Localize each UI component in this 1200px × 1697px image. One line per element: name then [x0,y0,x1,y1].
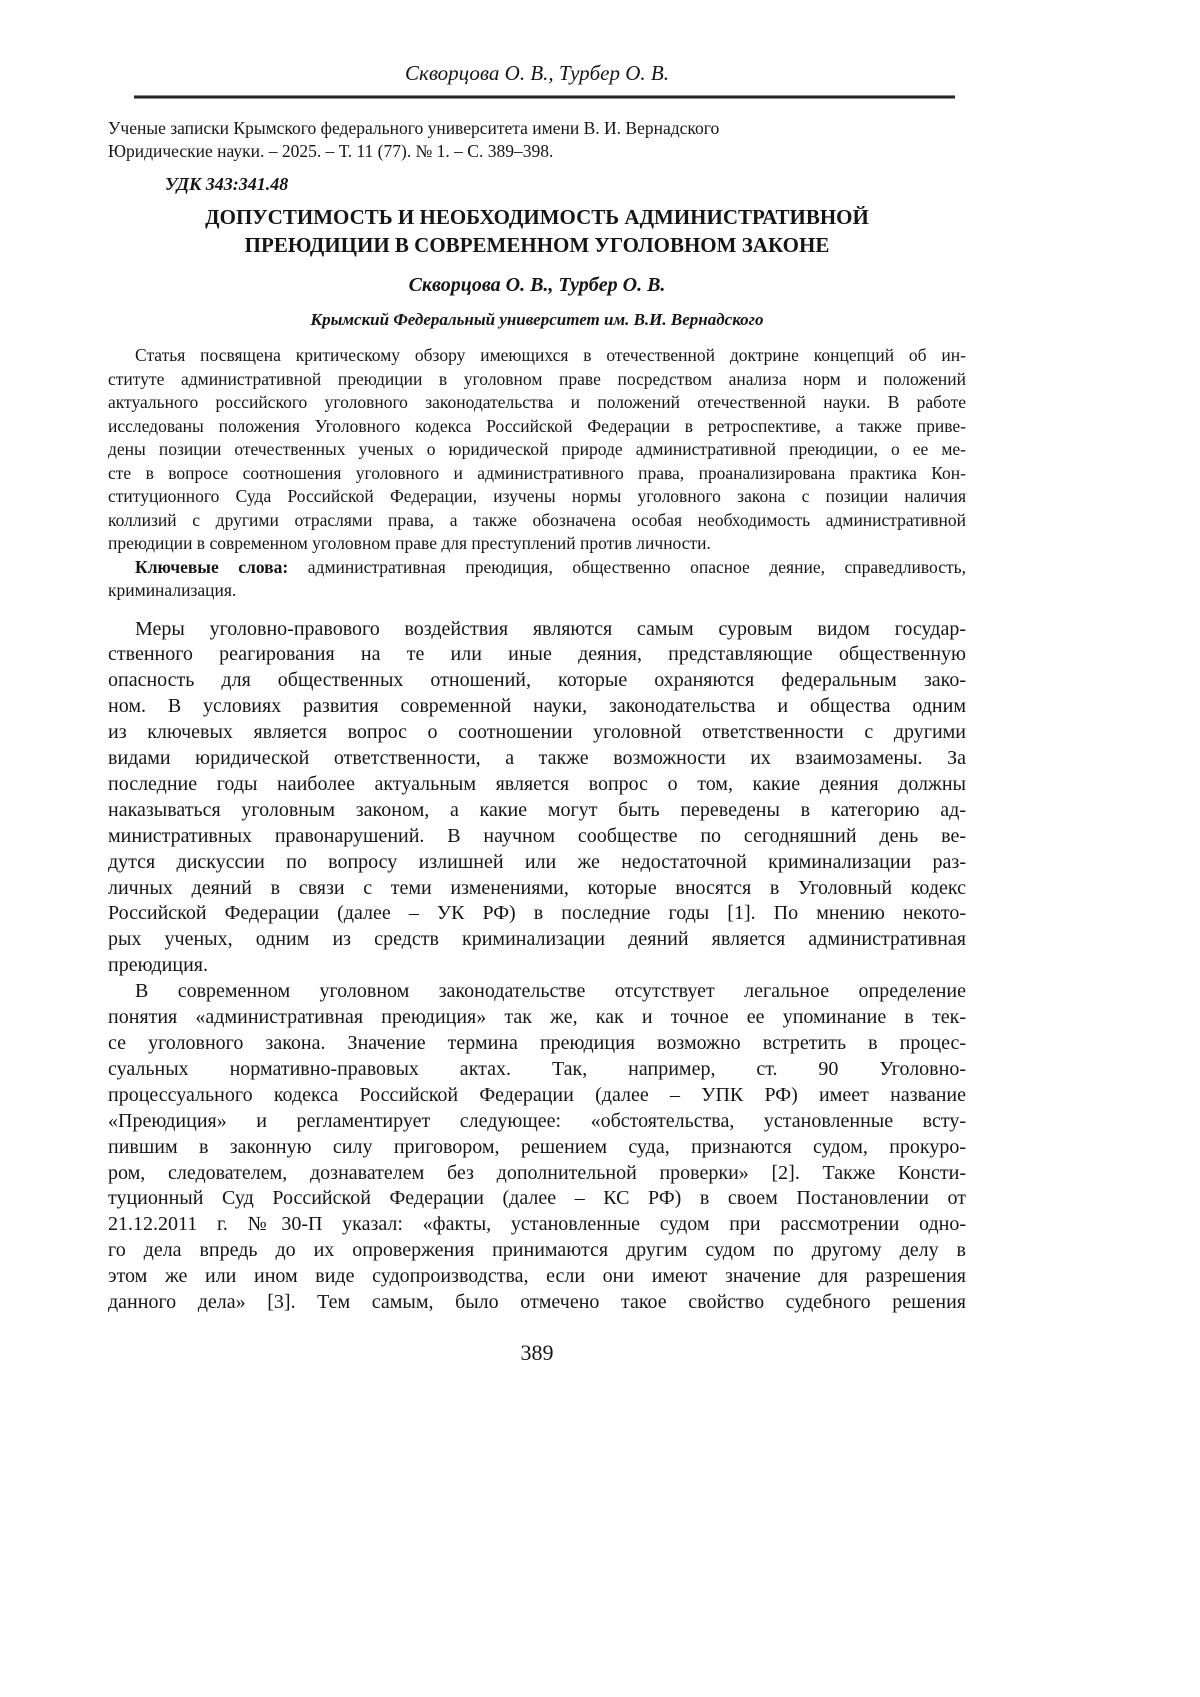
text-line: ром, следователем, дознавателем без дополнительной проверки» [2]. Также Консти- [108,1161,966,1184]
text-line: процессуального кодекса Российской Федерации (далее – УПК РФ) имеет название [108,1083,966,1106]
text-line: го дела впредь до их опровержения принимаются другим судом по другому делу в [108,1239,966,1262]
abstract-lines [108,344,966,556]
text-line: из ключевых является вопрос о соотношении уголовной ответственности с другими [108,721,966,744]
text-line: данного дела» [3]. Тем самым, было отмечено такое свойство судебного решения [108,1291,966,1314]
text-line: министративных правонарушений. В научном сообществе по сегодняшний день ве- [108,824,966,847]
citation-line-1: Ученые записки Крымского федерального университета имени В. И. Вернадского [108,118,720,138]
text-line: суальных нормативно-правовых актах. Так, например, ст. 90 Уголовно- [108,1057,966,1080]
article-title-line-1: ДОПУСТИМОСТЬ И НЕОБХОДИМОСТЬ АДМИНИСТРАТИВНОЙ [205,205,869,229]
body-paragraph [108,617,966,980]
text-line: сте в вопросе соотношения уголовного и административного права, проанализирована практика Кон- [108,462,966,483]
text-line: преюдиция. [108,954,208,977]
article-title-line-2: ПРЕЮДИЦИИ В СОВРЕМЕННОМ УГОЛОВНОМ ЗАКОНЕ [244,233,830,257]
text-line: ственного реагирования на те или иные деяния, представляющие общественную [108,643,966,666]
text-line: се уголовного закона. Значение термина преюдиция возможно встретить в процес- [108,1032,966,1054]
text-line: наказываться уголовным законом, а какие могут быть переведены в категорию ад- [108,798,966,821]
text-line: Статья посвящена критическому обзору имеющихся в отечественной доктрине концепций об ин- [135,345,966,365]
keywords-text: административная преюдиция, общественно опасное деяние, справедливость, [288,556,966,577]
keywords-line-2: криминализация. [108,580,237,600]
keywords-label: Ключевые слова: [135,556,289,577]
running-head: Скворцова О. В., Турбер О. В. [405,61,669,85]
text-line: преюдиции в современном уголовном праве для преступлений против личности. [108,533,711,553]
article-page [108,0,966,1366]
text-line: 21.12.2011 г. №30-П указал: «факты, установленные судом при рассмотрении одно- [108,1213,966,1236]
citation [108,117,966,163]
keywords-line-1 [108,556,966,580]
body-text [108,617,966,1316]
text-line: пившим в законную силу приговором, решением суда, признаются судом, прокуро- [108,1135,966,1158]
text-line: В современном уголовном законодательстве отсутствует легальное определение [135,980,966,1003]
text-line: этом же или ином виде судопроизводства, если они имеют значение для разрешения [108,1265,966,1288]
citation-line-2: Юридические науки. – 2025. – Т. 11 (77). № 1. – С. 389–398. [108,141,554,161]
text-line: дутся дискуссии по вопросу излишней или же недостаточной криминализации раз- [108,850,966,873]
body-paragraph [108,979,966,1316]
text-line: видами юридической ответственности, а также возможности их взаимозамены. За [108,747,966,770]
text-line: ституте административной преюдиции в уголовном праве посредством анализа норм и положений [108,368,966,389]
page-number: 389 [520,1339,554,1365]
text-line: понятия «административная преюдиция» так же, как и точное ее упоминание в тек- [108,1006,966,1029]
text-line: коллизий с другими отраслями права, а также обозначена особая необходимость административной [108,509,966,530]
text-line: ституционного Суда Российской Федерации, изучены нормы уголовного закона с позиции наличия [108,486,966,506]
text-line: дены позиции отечественных ученых о юридической природе административной преюдиции, о ее ме- [108,439,966,459]
text-line: опасность для общественных отношений, которые охраняются федеральным зако- [108,669,966,692]
text-line: личных деяний в связи с теми изменениями, которые вносятся в Уголовный кодекс [108,876,966,899]
text-line: Российской Федерации (далее – УК РФ) в последние годы [1]. По мнению некото- [108,902,966,925]
affiliation-line: Крымский Федеральный университет им. В.И. Вернадского [310,310,764,329]
text-line: рых ученых, одним из средств криминализации деяний является административная [108,928,966,951]
authors-line: Скворцова О. В., Турбер О. В. [408,274,666,296]
text-line: «Преюдиция» и регламентирует следующее: «обстоятельства, установленные всту- [108,1109,966,1132]
article-title [108,203,966,259]
udk-label: УДК 343:341.48 [165,174,289,194]
text-line: исследованы положения Уголовного кодекса Российской Федерации в ретроспективе, а также приве- [108,415,966,436]
text-line: туционный Суд Российской Федерации (далее – КС РФ) в своем Постановлении от [108,1187,966,1210]
text-line: актуального российского уголовного законодательства и положений отечественной науки. В работе [108,392,966,412]
text-line: ном. В условиях развития современной науки, законодательства и общества одним [108,695,966,718]
abstract-block [108,344,966,603]
header-rule [134,95,955,99]
text-line: последние годы наиболее актуальным является вопрос о том, какие деяния должны [108,772,966,795]
text-line: Меры уголовно-правового воздействия являются самым суровым видом государ- [135,617,966,640]
